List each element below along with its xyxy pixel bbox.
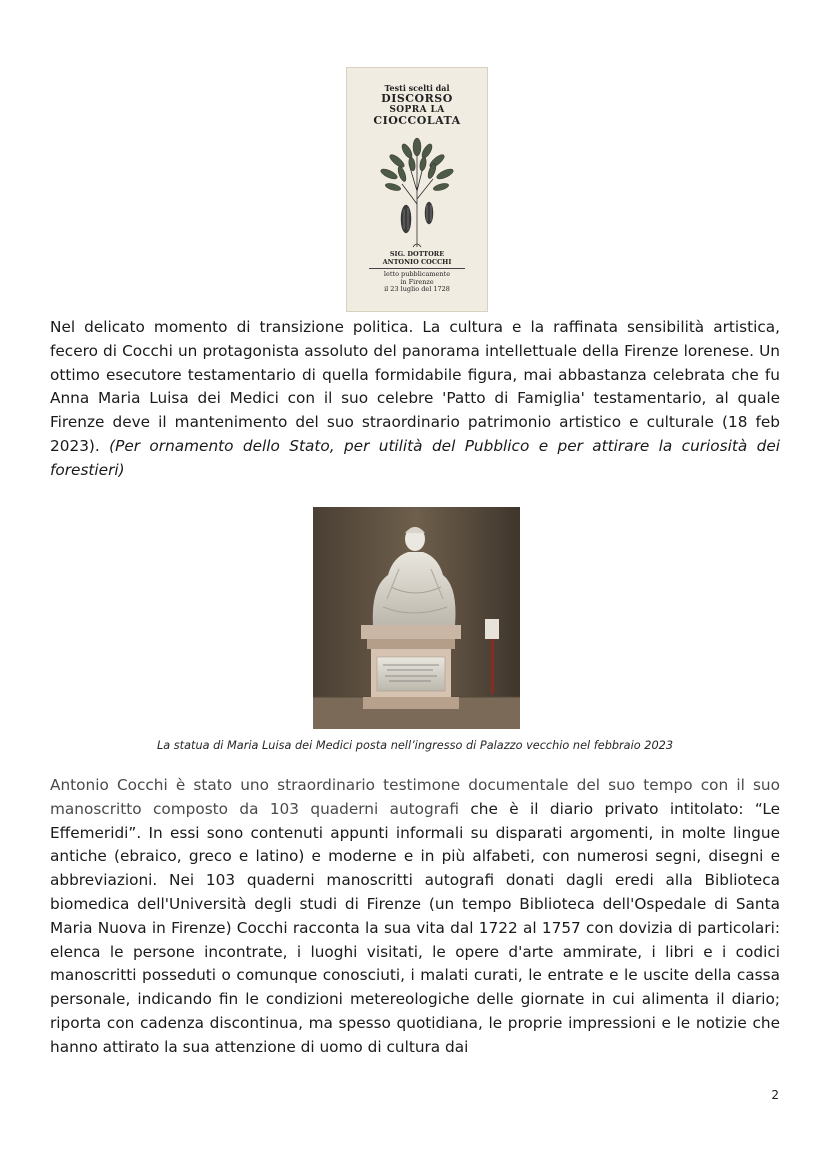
page-number: 2 bbox=[771, 1088, 779, 1102]
cover-author-line-1: SIG. DOTTORE bbox=[389, 250, 445, 258]
paragraph-1 bbox=[50, 316, 780, 483]
cover-title-line-3: CIOCCOLATA bbox=[373, 114, 461, 127]
photo-caption: La statua di Maria Luisa dei Medici posta nell’ingresso di Palazzo vecchio nel febbraio 2023 bbox=[156, 739, 674, 752]
book-cover-image bbox=[346, 67, 488, 312]
cover-note-line-2: in Firenze bbox=[400, 277, 434, 286]
statue-image-icon bbox=[313, 507, 520, 729]
paragraph-2-text: che è il diario privato intitolato: “Le Effemeridi”. In essi sono contenuti appunti informali su disparati argomenti, in molte lingue antiche (ebraico, greco e latino) e moderne e in più alfabeti, con numerosi segni, disegni e abbreviazioni. Nei 103 quaderni manoscritti autografi donati dagli eredi alla Biblioteca biomedica dell'Università degli studi di Firenze (un tempo Biblioteca dell'Ospedale di Santa Maria Nuova in Firenze) Cocchi racconta la sua vita dal 1722 al 1757 con dovizia di particolari: elenca le persone incontrate, i luoghi visitati, le opere d'arte ammirate, i libri e i codici manoscritti posseduti o comunque conosciuti, i malati curati, le entrate e le uscite della cassa personale, indicando fin le condizioni metereologiche delle giornate in cui alimenta il diario; riporta con cadenza discontinua, ma spesso quotidiana, le proprie impressioni e le notizie che hanno attirato la sua attenzione di uomo di cultura dai bbox=[50, 799, 781, 1056]
cover-divider bbox=[369, 268, 465, 269]
statue-photo bbox=[313, 507, 520, 729]
cover-note-line-3: il 23 luglio del 1728 bbox=[384, 285, 450, 293]
cacao-tree-engraving-icon bbox=[367, 129, 467, 249]
cover-author-line-2: ANTONIO COCCHI bbox=[382, 257, 452, 266]
cover-subtitle: Testi scelti dal bbox=[384, 83, 450, 93]
paragraph-1-text: Nel delicato momento di transizione politica. La cultura e la raffinata sensibilità artistica, fecero di Cocchi un protagonista assoluto del panorama intellettuale della Firenze lorenese. Un ottimo esecutore testamentario di quella formidabile figura, mai abbastanza celebrata che fu Anna Maria Luisa dei Medici con il suo celebre 'Patto di Famiglia' testamentario, al quale Firenze deve il mantenimento del suo straordinario patrimonio artistico e culturale (18 feb 2023). bbox=[50, 318, 780, 455]
paragraph-2 bbox=[50, 774, 780, 1060]
paragraph-2-lead: Antonio Cocchi è stato uno straordinario testimone documentale del suo tempo con il suo manoscritto composto da 103 quaderni autografi bbox=[50, 776, 780, 818]
cover-title-line-2: SOPRA LA bbox=[389, 105, 445, 115]
paragraph-1-italic-quote: (Per ornamento dello Stato, per utilità del Pubblico e per attirare la curiosità dei forestieri) bbox=[50, 436, 781, 479]
cover-title-line-1: DISCORSO bbox=[381, 92, 453, 105]
cover-note-line-1: letto pubblicamente bbox=[383, 270, 451, 278]
